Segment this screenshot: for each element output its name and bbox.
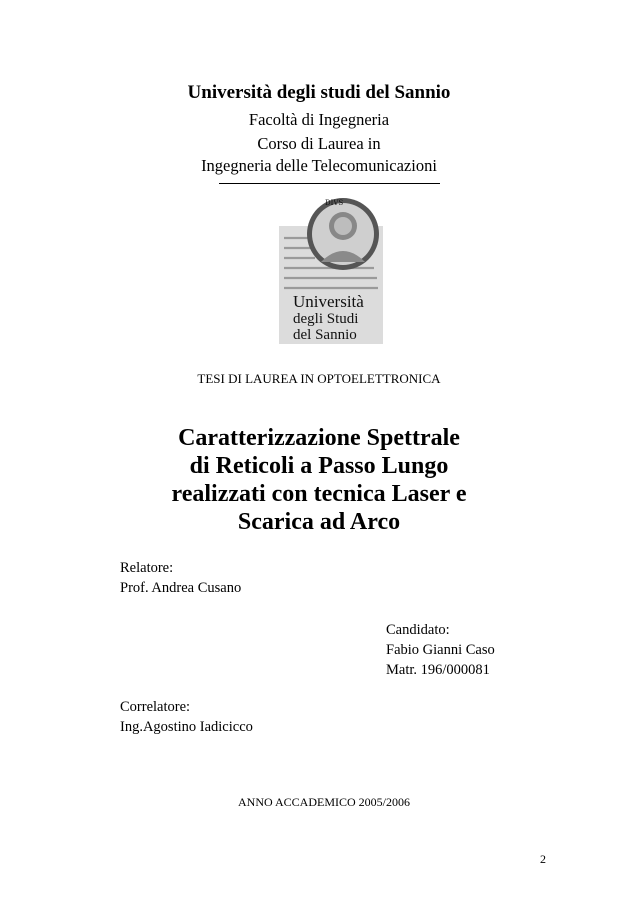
academic-year: ANNO ACCADEMICO 2005/2006 xyxy=(237,795,410,809)
candidato-block xyxy=(386,620,495,680)
faculty-name: Facoltà di Ingegneria xyxy=(248,110,390,129)
candidato-matr: Matr. 196/000081 xyxy=(386,662,490,678)
title-line-2: di Reticoli a Passo Lungo xyxy=(189,453,449,479)
seal-icon xyxy=(307,198,379,270)
logo-text-line1: Università xyxy=(293,292,364,311)
candidato-name: Fabio Gianni Caso xyxy=(386,642,495,658)
title-line-3: realizzati con tecnica Laser e xyxy=(171,481,467,507)
title-line-4: Scarica ad Arco xyxy=(237,509,401,535)
relatore-name: Prof. Andrea Cusano xyxy=(120,580,242,596)
title-line-1: Caratterizzazione Spettrale xyxy=(178,425,460,451)
course-line-2: Ingegneria delle Telecomunicazioni xyxy=(201,156,437,175)
seal-text: DIVS xyxy=(325,199,344,207)
relatore-label: Relatore: xyxy=(120,560,174,576)
relatore-block xyxy=(120,558,241,598)
logo-text-line2: degli Studi xyxy=(293,311,359,327)
correlatore-label: Correlatore: xyxy=(120,699,191,715)
university-logo xyxy=(279,196,391,346)
thesis-type: TESI DI LAUREA IN OPTOELETTRONICA xyxy=(197,371,441,386)
correlatore-block xyxy=(120,697,253,737)
header-divider xyxy=(219,183,440,184)
logo-text-line3: del Sannio xyxy=(293,327,357,343)
thesis-title xyxy=(0,424,638,536)
page-number: 2 xyxy=(540,852,546,866)
candidato-label: Candidato: xyxy=(386,622,450,638)
university-name: Università degli studi del Sannio xyxy=(187,82,451,103)
course-line-1: Corso di Laurea in xyxy=(257,134,381,153)
correlatore-name: Ing.Agostino Iadicicco xyxy=(120,719,253,735)
